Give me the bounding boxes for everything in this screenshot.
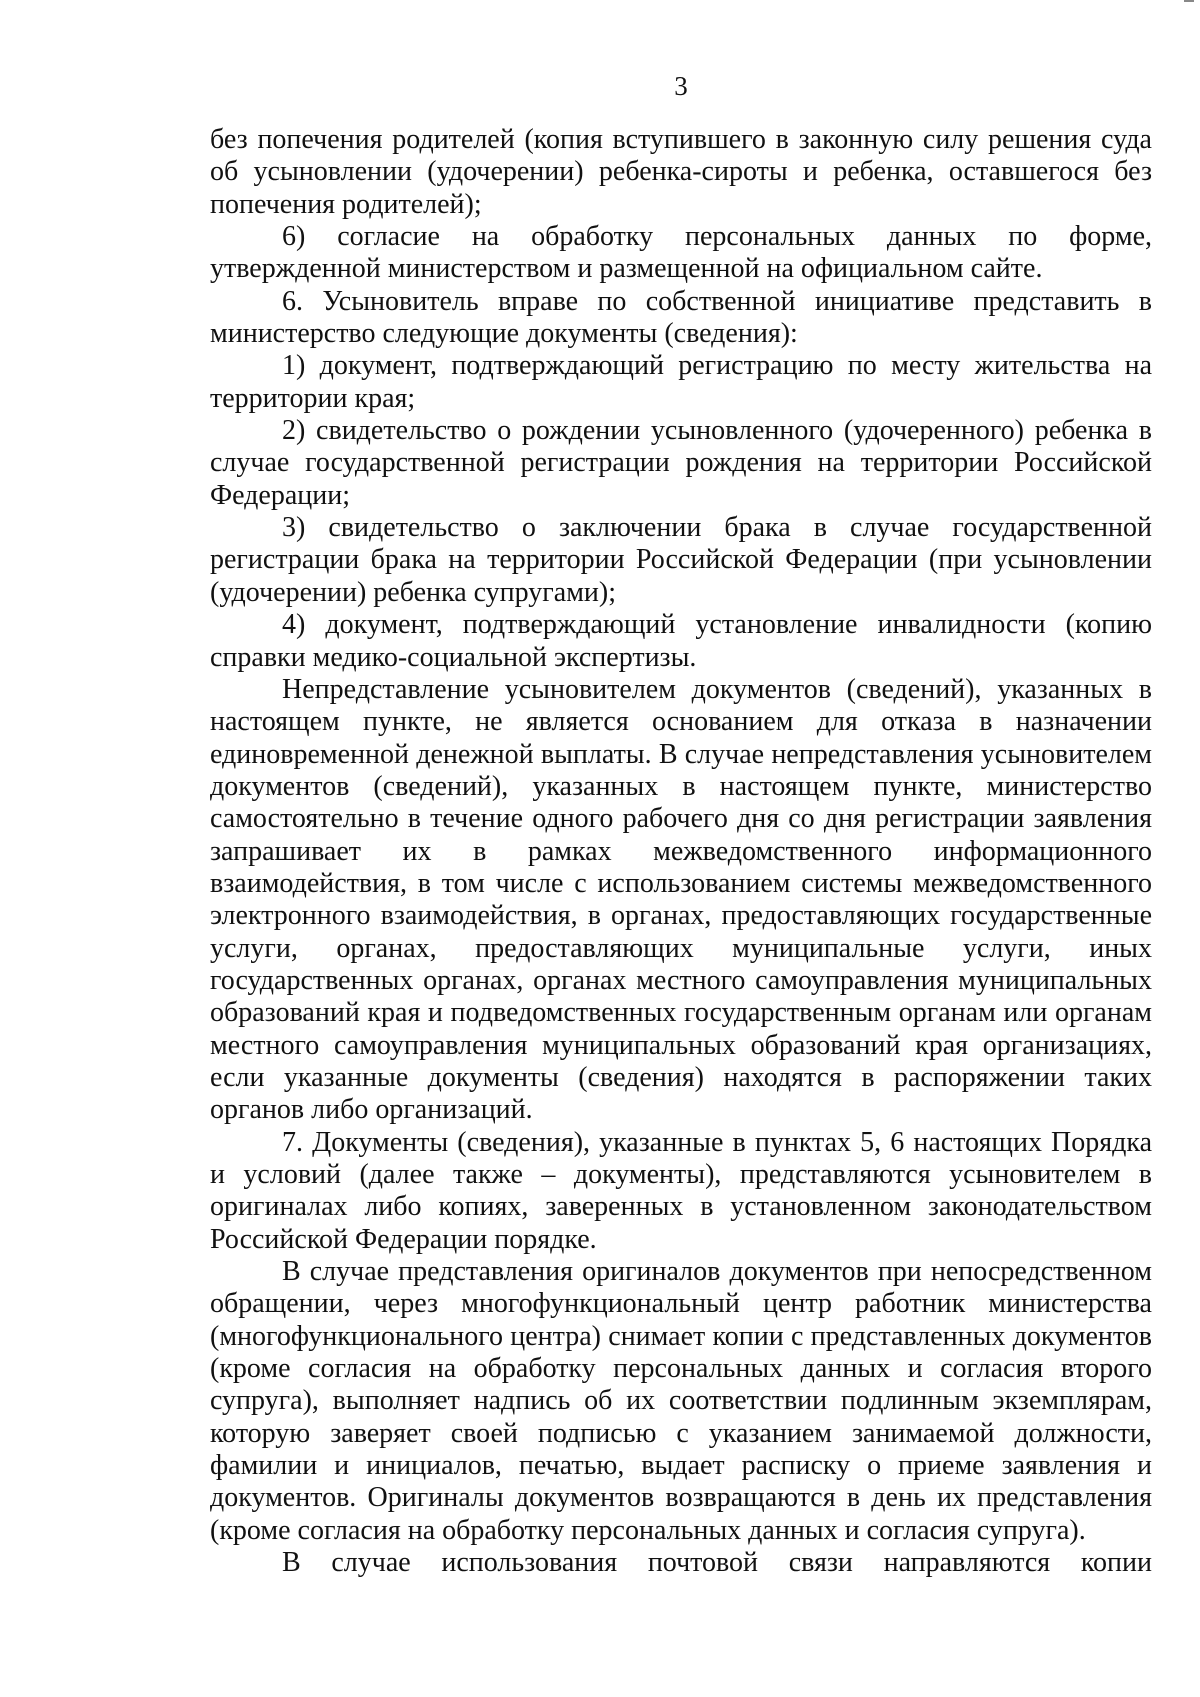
- paragraph-section-7: 7. Документы (сведения), указанные в пунктах 5, 6 настоящих Порядка и условий (далее также – документы), представляются усыновителем в оригиналах либо копиях, заверенных в установленном законодательством Российской Федерации порядке.: [210, 1126, 1152, 1255]
- paragraph-continuation: без попечения родителей (копия вступившего в законную силу решения суда об усыновлении (удочерении) ребенка-сироты и ребенка, оставшегося без попечения родителей);: [210, 124, 1152, 220]
- paragraph-item-6-consent: 6) согласие на обработку персональных данных по форме, утвержденной министерством и размещенной на официальном сайте.: [210, 221, 1152, 285]
- scan-edge-mark: [1184, 0, 1194, 2]
- paragraph-postal: В случае использования почтовой связи направляются копии: [282, 1547, 1152, 1579]
- paragraph-item-3-marriage-certificate: 3) свидетельство о заключении брака в случае государственной регистрации брака на территории Российской Федерации (при усыновлении (удочерении) ребенка супругами);: [210, 512, 1152, 608]
- paragraph-non-submission: Непредставление усыновителем документов (сведений), указанных в настоящем пункте, не является основанием для отказа в назначении единовременной денежной выплаты. В случае непредставления усыновителем документов (сведений), указанных в настоящем пункте, министерство самостоятельно в течение одного рабочего дня со дня регистрации заявления запрашивает их в рамках межведомственного информационного взаимодействия, в том числе с использованием системы межведомственного электронного взаимодействия, в органах, предоставляющих государственные услуги, органах, предоставляющих муниципальные услуги, иных государственных органах, органах местного самоуправления муниципальных образований края и подведомственных государственным органам или органам местного самоуправления муниципальных образований края организациях, если указанные документы (сведения) находятся в распоряжении таких органов либо организаций.: [210, 673, 1152, 1126]
- paragraph-item-2-birth-certificate: 2) свидетельство о рождении усыновленного (удочеренного) ребенка в случае государственной регистрации рождения на территории Российской Федерации;: [210, 415, 1152, 511]
- page-number: 3: [674, 71, 688, 101]
- paragraph-originals: В случае представления оригиналов документов при непосредственном обращении, через многофункциональный центр работник министерства (многофункционального центра) снимает копии с представленных документов (кроме согласия на обработку персональных данных и согласия второго супруга), выполняет надпись об их соответствии подлинным экземплярам, которую заверяет своей подписью с указанием занимаемой должности, фамилии и инициалов, печатью, выдает расписку о приеме заявления и документов. Оригиналы документов возвращаются в день их представления (кроме согласия на обработку персональных данных и согласия супруга).: [210, 1256, 1152, 1546]
- paragraph-item-1-residence: 1) документ, подтверждающий регистрацию по месту жительства на территории края;: [210, 350, 1152, 414]
- document-body: [210, 124, 1152, 1579]
- paragraph-item-4-disability: 4) документ, подтверждающий установление инвалидности (копию справки медико-социальной экспертизы.: [210, 609, 1152, 673]
- paragraph-section-6: 6. Усыновитель вправе по собственной инициативе представить в министерство следующие документы (сведения):: [210, 285, 1152, 350]
